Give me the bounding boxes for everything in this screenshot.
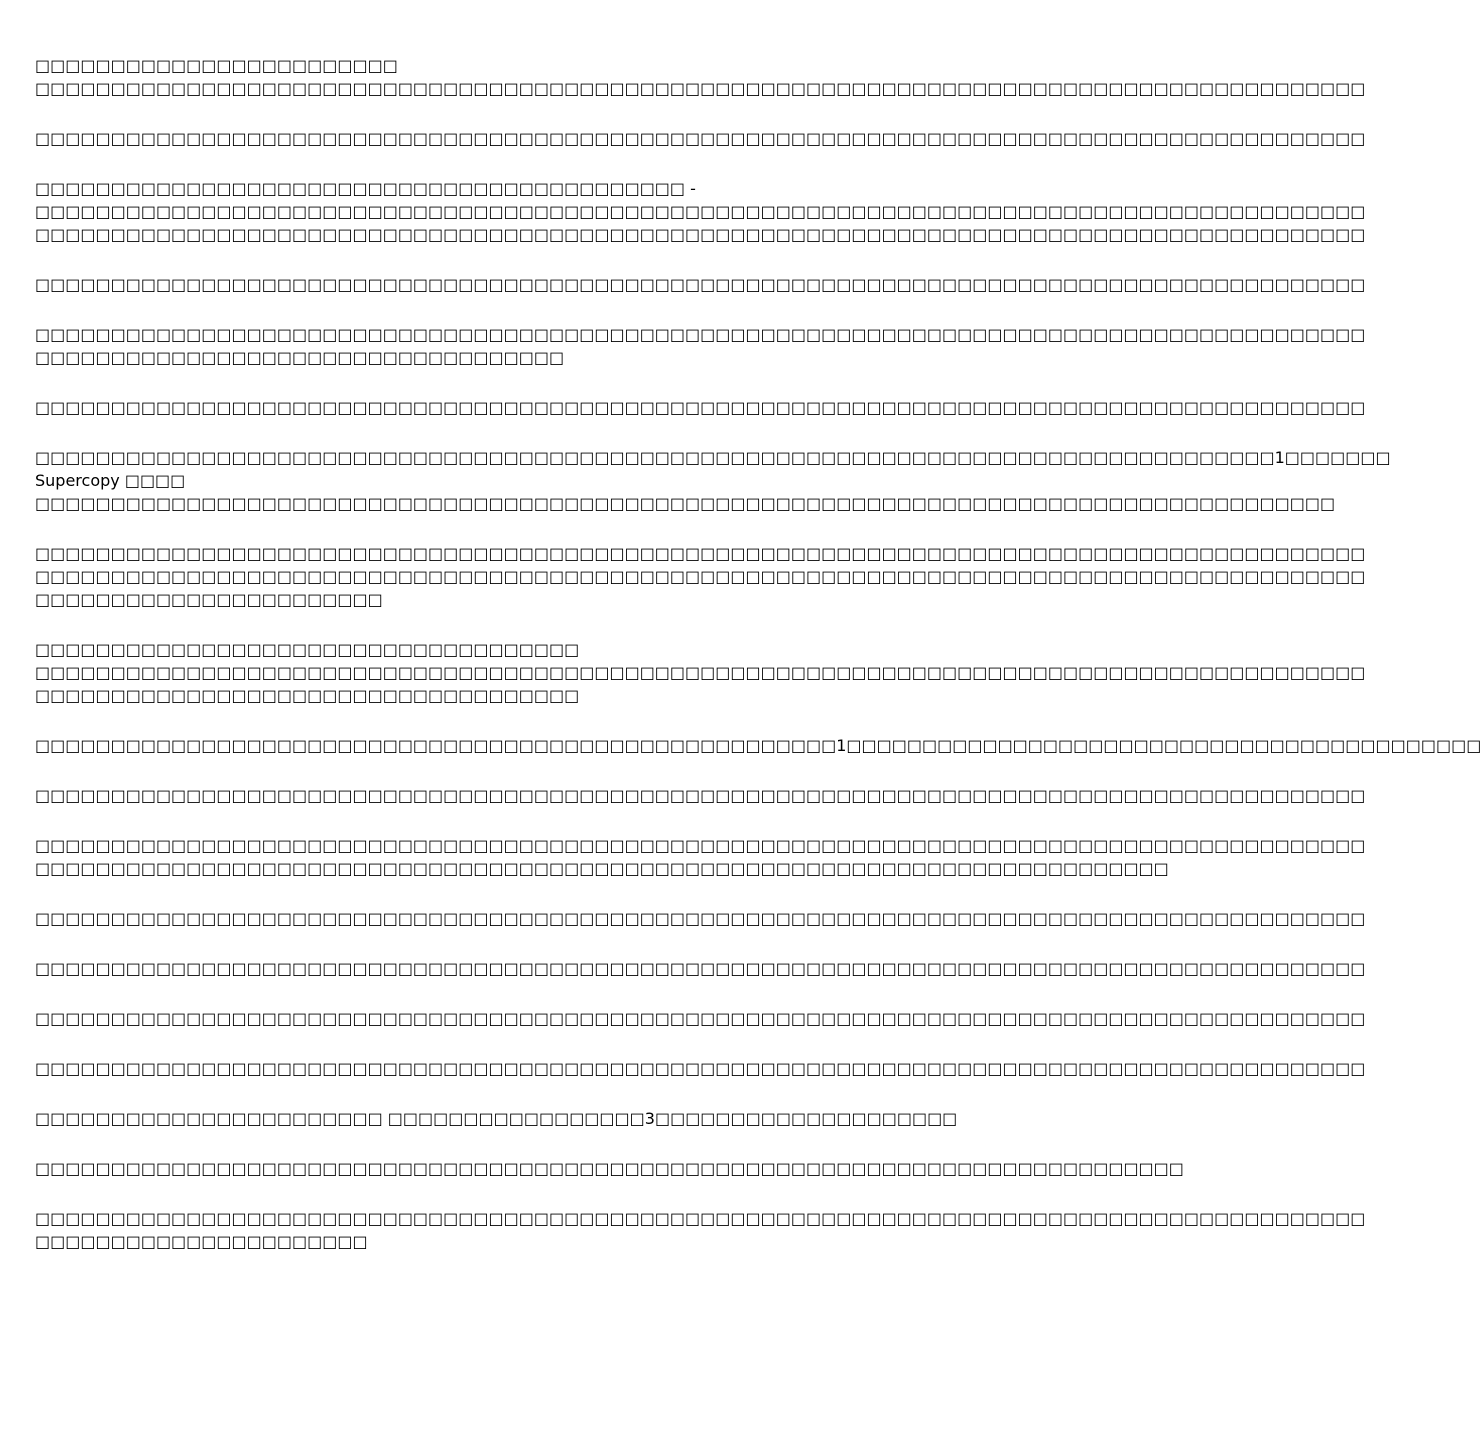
paragraph-line: □□□□□□□□□□□□□□□□□□□□□□□□□□□□□□□□□□□□□□□□□□□□□□□□□□□□□□□□□□□□□□□□□□□□□□□□□□□□□□□□□□□□□□□□ bbox=[35, 959, 1366, 978]
paragraph-line: □□□□□□□□□□□□□□□□□□□□□□□ bbox=[35, 590, 383, 609]
paragraph-line: □□□□□□□□□□□□□□□□□□□□□□□□□□□□□□□□□□□ bbox=[35, 348, 565, 367]
paragraph-17 bbox=[35, 1107, 990, 1130]
paragraph-16 bbox=[35, 1057, 1366, 1080]
paragraph-18 bbox=[35, 1157, 1184, 1180]
paragraph-line: □□□□□□□□□□□□□□□□□□□□□□□□□□□□□□□□□□□□ bbox=[35, 640, 580, 659]
paragraph-line: □□□□□□□□□□□□□□□□□□□□□□□□ bbox=[35, 56, 398, 75]
paragraph-line: □□□□□□□□□□□□□□□□□□□□□□□□□□□□□□□□□□□□□□□□□□□□□□□□□□□□□□□□□□□□□□□□□□□□□□□□□□□□□□□□□□□□□□□□ bbox=[35, 1209, 1366, 1228]
paragraph-line: □□□□□□□□□□□□□□□□□□□□□□□□□□□□□□□□□□□□□□□□□□□□□□□□□□□□□□□□□□□□□□□□□□□□□□□□□□□□□□□□□□□□□□□□ bbox=[35, 202, 1366, 221]
paragraph-14 bbox=[35, 957, 1366, 980]
paragraph-line: □□□□□□□□□□□□□□□□□□□□□□□□□□□□□□□□□□□□□□□□□□□□□□□□□□□□□□□□□□□□□□□□□□□□□□□□□□□ bbox=[35, 859, 1169, 878]
paragraph-4 bbox=[35, 273, 1366, 296]
paragraph-8 bbox=[35, 542, 1366, 611]
paragraph-2 bbox=[35, 127, 1366, 150]
paragraph-line: □□□□□□□□□□□□□□□□□□□□□□□□□□□□□□□□□□□□□□□□□□□□□□□□□□□□□□□□□□□□□□□□□□□□□□□□□□□□□□□□□□□□□□□□ bbox=[35, 398, 1366, 417]
paragraph-line: □□□□□□□□□□□□□□□□□□□□□□ bbox=[35, 1232, 368, 1251]
paragraph-line: □□□□□□□□□□□□□□□□□□□□□□□□□□□□□□□□□□□□□□□□□□□ - bbox=[35, 179, 696, 198]
paragraph-line: □□□□□□□□□□□□□□□□□□□□□□□□□□□□□□□□□□□□□□□□□□□□□□□□□□□□□□□□□□□□□□□□□□□□□□□□□□□□□□□□□□□□□□□□ bbox=[35, 909, 1366, 928]
paragraph-line: □□□□□□□□□□□□□□□□□□□□□□□□□□□□□□□□□□□□□□□□□□□□□□□□□□□□□□□□□□□□□□□□□□□□□□□□□□□□□□□□□□□□□□ bbox=[35, 494, 1336, 513]
paragraph-line: Supercopy □□□□ bbox=[35, 471, 186, 490]
paragraph-line: □□□□□□□□□□□□□□□□□□□□□□□□□□□□□□□□□□□□□□□□□□□□□□□□□□□□□□□□□□□□□□□□□□□□□□□□□□□□□□□□□□□□□□□□ bbox=[35, 836, 1366, 855]
paragraph-7 bbox=[35, 446, 1391, 515]
paragraph-13 bbox=[35, 907, 1366, 930]
paragraph-line: □□□□□□□□□□□□□□□□□□□□□□□□□□□□□□□□□□□□□□□□□□□□□□□□□□□□□□□□□□□□□□□□□□□□□□□□□□□□□□□□□□□□□□□□ bbox=[35, 786, 1366, 805]
paragraph-11 bbox=[35, 784, 1366, 807]
paragraph-line: □□□□□□□□□□□□□□□□□□□□□□□□□□□□□□□□□□□□□□□□□□□□□□□□□□□□□□□□□□□□□□□□□□□□□□□□□□□□ bbox=[35, 1159, 1184, 1178]
paragraph-6 bbox=[35, 396, 1366, 419]
paragraph-3 bbox=[35, 177, 1366, 246]
paragraph-line: □□□□□□□□□□□□□□□□□□□□□□□□□□□□□□□□□□□□□□□□□□□□□□□□□□□□□□□□□□□□□□□□□□□□□□□□□□□□□□□□□□□□□□□□ bbox=[35, 663, 1366, 682]
paragraph-15 bbox=[35, 1007, 1366, 1030]
paragraph-line: □□□□□□□□□□□□□□□□□□□□□□□□□□□□□□□□□□□□□□□□□□□□□□□□□□□□□□□□□□□□□□□□□□□□□□□□□□□□□□□□□□□□□□□□ bbox=[35, 275, 1366, 294]
paragraph-line: □□□□□□□□□□□□□□□□□□□□□□□□□□□□□□□□□□□□□□□□□□□□□□□□□□□□□□□□□□□□□□□□□□□□□□□□□□□□□□□□□□□□□□□□ bbox=[35, 129, 1366, 148]
paragraph-line: □□□□□□□□□□□□□□□□□□□□□□□□□□□□□□□□□□□□□□□□□□□□□□□□□□□□□1□□□□□□□□□□□□□□□□□□□□□□□□□□□□□□□□□□□□□□□□□□ bbox=[35, 736, 1481, 755]
paragraph-line: □□□□□□□□□□□□□□□□□□□□□□□□□□□□□□□□□□□□□□□□□□□□□□□□□□□□□□□□□□□□□□□□□□□□□□□□□□□□□□□□□□□□□□□□ bbox=[35, 544, 1366, 563]
paragraph-10 bbox=[35, 734, 1481, 757]
paragraph-line: □□□□□□□□□□□□□□□□□□□□□□□□□□□□□□□□□□□□□□□□□□□□□□□□□□□□□□□□□□□□□□□□□□□□□□□□□□□□□□□□□□□□□□□□ bbox=[35, 1059, 1366, 1078]
paragraph-line: □□□□□□□□□□□□□□□□□□□□□□□ □□□□□□□□□□□□□□□□□3□□□□□□□□□□□□□□□□□□□□ bbox=[35, 1109, 958, 1128]
paragraph-line: □□□□□□□□□□□□□□□□□□□□□□□□□□□□□□□□□□□□□□□□□□□□□□□□□□□□□□□□□□□□□□□□□□□□□□□□□□□□□□□□□□1□□□□□□□ bbox=[35, 448, 1391, 467]
paragraph-5 bbox=[35, 323, 1366, 369]
paragraph-9 bbox=[35, 638, 1366, 707]
paragraph-line: □□□□□□□□□□□□□□□□□□□□□□□□□□□□□□□□□□□□□□□□□□□□□□□□□□□□□□□□□□□□□□□□□□□□□□□□□□□□□□□□□□□□□□□□ bbox=[35, 567, 1366, 586]
paragraph-12 bbox=[35, 834, 1366, 880]
paragraph-line: □□□□□□□□□□□□□□□□□□□□□□□□□□□□□□□□□□□□□□□□□□□□□□□□□□□□□□□□□□□□□□□□□□□□□□□□□□□□□□□□□□□□□□□□ bbox=[35, 325, 1366, 344]
paragraph-line: □□□□□□□□□□□□□□□□□□□□□□□□□□□□□□□□□□□□□□□□□□□□□□□□□□□□□□□□□□□□□□□□□□□□□□□□□□□□□□□□□□□□□□□□ bbox=[35, 1009, 1366, 1028]
paragraph-line: □□□□□□□□□□□□□□□□□□□□□□□□□□□□□□□□□□□□□□□□□□□□□□□□□□□□□□□□□□□□□□□□□□□□□□□□□□□□□□□□□□□□□□□□ bbox=[35, 79, 1366, 98]
paragraph-19 bbox=[35, 1207, 1366, 1253]
document-body bbox=[35, 54, 1481, 1280]
paragraph-line: □□□□□□□□□□□□□□□□□□□□□□□□□□□□□□□□□□□□□□□□□□□□□□□□□□□□□□□□□□□□□□□□□□□□□□□□□□□□□□□□□□□□□□□□ bbox=[35, 225, 1366, 244]
paragraph-line: □□□□□□□□□□□□□□□□□□□□□□□□□□□□□□□□□□□□ bbox=[35, 686, 580, 705]
paragraph-1 bbox=[35, 54, 1366, 100]
